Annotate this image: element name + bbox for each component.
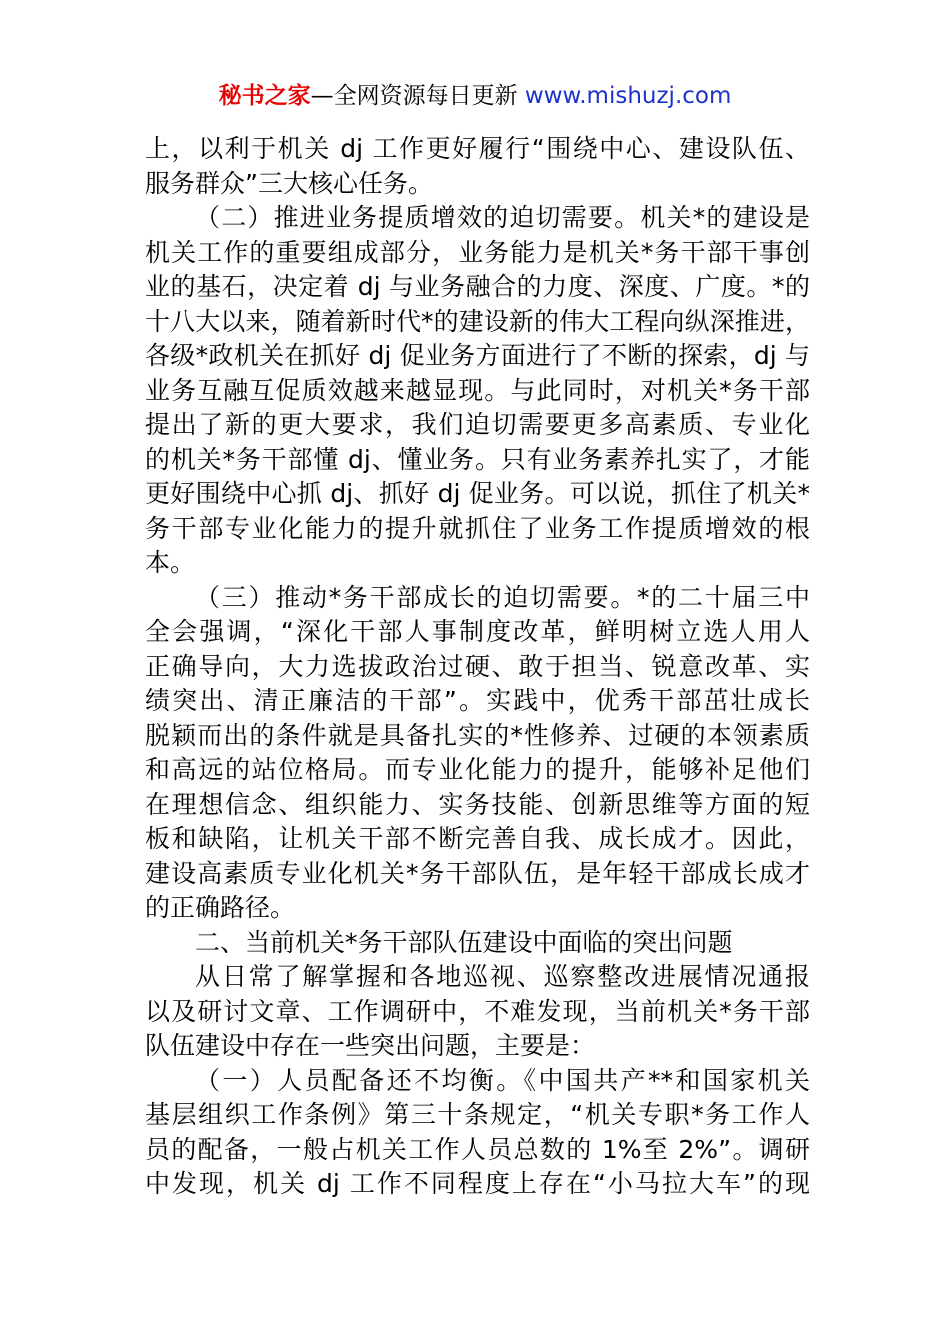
body-line: 员的配备，一般占机关工作人员总数的 1%至 2%”。调研 — [145, 1134, 810, 1164]
body-line: 各级*政机关在抓好 dj 促业务方面进行了不断的探索，dj 与 — [145, 341, 810, 370]
body-line: （三）推动*务干部成长的迫切需要。*的二十届三中 — [195, 582, 810, 612]
body-line: 和高远的站位格局。而专业化能力的提升，能够补足他们 — [145, 755, 810, 784]
body-line: 机关工作的重要组成部分，业务能力是机关*务干部干事创 — [145, 237, 810, 267]
body-line: 务干部专业化能力的提升就抓住了业务工作提质增效的根 — [145, 513, 810, 543]
document-body — [145, 132, 810, 1202]
body-line: 队伍建设中存在一些突出问题，主要是： — [145, 1031, 596, 1060]
body-line: 在理想信念、组织能力、实务技能、创新思维等方面的短 — [145, 789, 810, 819]
site-url-link[interactable]: www.mishuzj.com — [524, 83, 732, 109]
body-line: 提出了新的更大要求，我们迫切需要更多高素质、专业化 — [145, 410, 810, 439]
site-header — [0, 80, 950, 112]
body-line: 脱颖而出的条件就是具备扎实的*性修养、过硬的本领素质 — [145, 720, 810, 750]
body-line: 上，以利于机关 dj 工作更好履行“围绕中心、建设队伍、 — [145, 134, 810, 163]
body-line: 从日常了解掌握和各地巡视、巡察整改进展情况通报 — [195, 962, 810, 991]
body-line: 本。 — [145, 548, 196, 577]
body-line: 的正确路径。 — [145, 893, 296, 922]
body-line: 全会强调，“深化干部人事制度改革，鲜明树立选人用人 — [145, 617, 810, 646]
body-line: 业的基石，决定着 dj 与业务融合的力度、深度、广度。*的 — [145, 272, 810, 301]
body-line: 服务群众”三大核心任务。 — [145, 168, 433, 198]
body-line: 正确导向，大力选拔政治过硬、敢于担当、锐意改革、实 — [145, 651, 810, 681]
body-line: 二、当前机关*务干部队伍建设中面临的突出问题 — [195, 927, 733, 957]
site-tagline: —全网资源每日更新 — [310, 83, 518, 109]
body-line: （一）人员配备还不均衡。《中国共产**和国家机关 — [195, 1065, 810, 1095]
body-line: 板和缺陷，让机关干部不断完善自我、成长成才。因此， — [145, 824, 810, 853]
body-line: 基层组织工作条例》第三十条规定，“机关专职*务工作人 — [145, 1100, 810, 1129]
body-line: 以及研讨文章、工作调研中，不难发现，当前机关*务干部 — [145, 996, 810, 1026]
body-line: 建设高素质专业化机关*务干部队伍，是年轻干部成长成才 — [145, 858, 810, 888]
body-line: （二）推进业务提质增效的迫切需要。机关*的建设是 — [195, 203, 810, 232]
body-line: 的机关*务干部懂 dj、懂业务。只有业务素养扎实了，才能 — [145, 444, 810, 474]
body-line: 十八大以来，随着新时代*的建设新的伟大工程向纵深推进， — [145, 306, 810, 336]
body-line: 业务互融互促质效越来越显现。与此同时，对机关*务干部 — [145, 375, 810, 405]
body-line: 中发现，机关 dj 工作不同程度上存在“小马拉大车”的现 — [145, 1169, 810, 1198]
body-line: 更好围绕中心抓 dj、抓好 dj 促业务。可以说，抓住了机关* — [145, 479, 810, 508]
site-brand: 秘书之家 — [218, 83, 311, 109]
body-line: 绩突出、清正廉洁的干部”。实践中，优秀干部茁壮成长 — [145, 686, 810, 715]
